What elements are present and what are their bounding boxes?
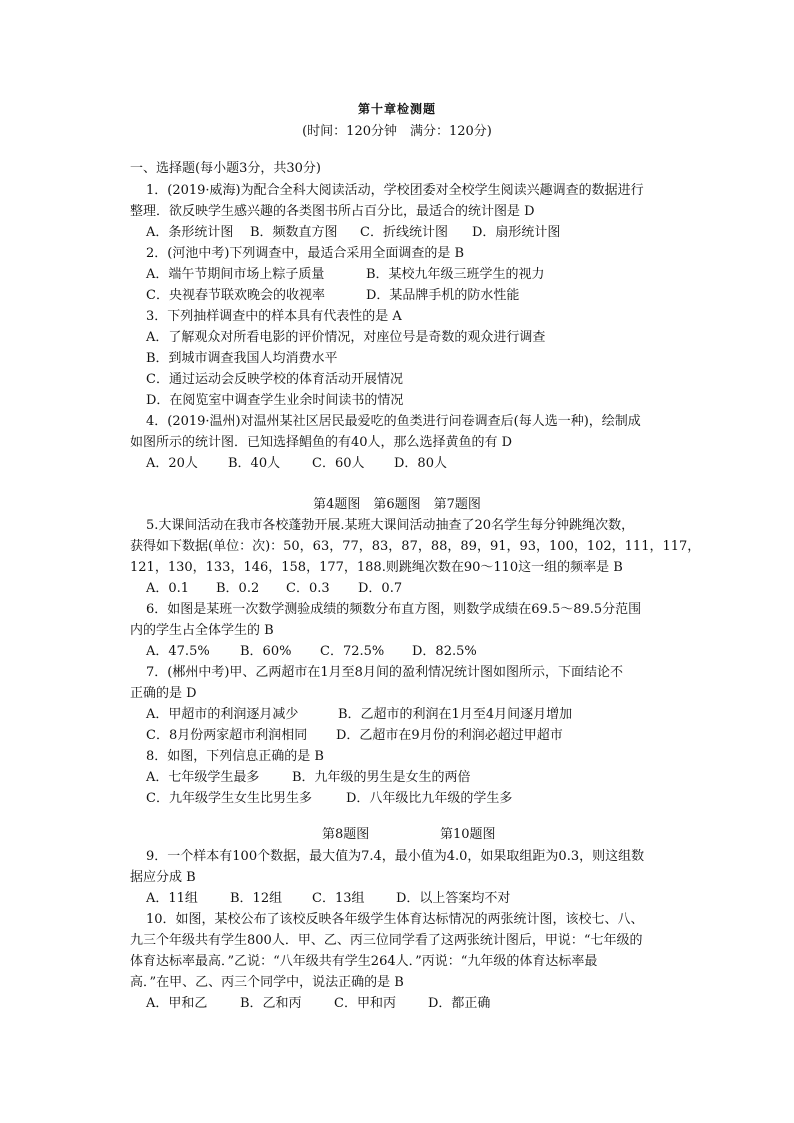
q8-options-row2 (146, 788, 512, 809)
figure-caption-4-6-7: 第4题图 第6题图 第7题图 (313, 497, 481, 512)
q8-option-a: A．七年级学生最多 (146, 770, 260, 785)
q7-option-d: D．乙超市在9月份的利润必超过甲超市 (336, 728, 563, 743)
q5-stem-line1: 5.大课间活动在我市各校蓬勃开展.某班大课间活动抽查了20名学生每分钟跳绳次数， (146, 518, 635, 533)
q10-option-a: A．甲和乙 (146, 996, 208, 1011)
q9-stem-line1: 9．一个样本有100个数据，最大值为7.4，最小值为4.0，如果取组距为0.3，则这组数 (146, 849, 645, 864)
q3-option-b: B．到城市调查我国人均消费水平 (146, 351, 338, 366)
q10-options (146, 993, 490, 1014)
q10-stem-line3: 体育达标率最高．”乙说：“八年级共有学生264人．”丙说：“九年级的体育达标率最 (130, 954, 598, 969)
q4-option-d: D．80人 (394, 456, 447, 471)
q2-option-c: C．央视春节联欢晚会的收视率 (146, 288, 325, 303)
q7-option-c: C．8月份两家超市利润相同 (146, 728, 308, 743)
q3-option-d: D．在阅览室中调查学生业余时间读书的情况 (146, 393, 404, 408)
q2-options-row1 (146, 264, 545, 285)
figure-caption-8: 第8题图 (322, 827, 370, 842)
q7-option-a: A．甲超市的利润逐月减少 (146, 707, 299, 722)
q7-stem-line2: 正确的是 D (130, 686, 197, 701)
q9-option-c: C．13组 (312, 891, 365, 906)
page-subtitle: (时间：120分钟 满分：120分) (302, 124, 492, 139)
page-title: 第十章检测题 (357, 102, 436, 116)
q7-options-row1 (146, 704, 572, 725)
figure-caption-10: 第10题图 (440, 827, 496, 842)
q6-option-d: D．82.5% (412, 644, 477, 659)
q4-option-c: C．60人 (312, 456, 365, 471)
q2-stem: 2．(河池中考)下列调查中，最适合采用全面调查的是 B (146, 246, 465, 261)
q5-options (146, 578, 402, 599)
q4-option-a: A．20人 (146, 456, 198, 471)
q8-option-d: D．八年级比九年级的学生多 (346, 791, 513, 806)
q6-stem-line1: 6．如图是某班一次数学测验成绩的频数分布直方图，则数学成绩在69.5～89.5分范围 (146, 602, 642, 617)
q7-options-row2 (146, 725, 563, 746)
q8-option-b: B．九年级的男生是女生的两倍 (292, 770, 471, 785)
q6-stem-line2: 内的学生占全体学生的 B (130, 623, 274, 638)
q5-option-b: B．0.2 (216, 581, 260, 596)
q2-option-d: D．某品牌手机的防水性能 (366, 288, 520, 303)
q9-stem-line2: 据应分成 B (130, 870, 196, 885)
q1-stem-line1: 1．(2019·威海)为配合全科大阅读活动，学校团委对全校学生阅读兴趣调查的数据进行 (146, 183, 644, 198)
q9-option-b: B．12组 (230, 891, 283, 906)
q10-option-c: C．甲和丙 (334, 996, 396, 1011)
q2-option-a: A．端午节期间市场上粽子质量 (146, 267, 325, 282)
q10-stem-line2: 九三个年级共有学生800人．甲、乙、丙三位同学看了这两张统计图后，甲说：“七年级的 (130, 933, 643, 948)
q4-options (146, 453, 447, 474)
q8-stem: 8．如图，下列信息正确的是 B (146, 749, 324, 764)
q1-stem-line2: 整理．欲反映学生感兴趣的各类图书所占百分比，最适合的统计图是 D (130, 204, 535, 219)
q5-option-a: A．0.1 (146, 581, 190, 596)
q9-option-d: D．以上答案均不对 (396, 891, 511, 906)
q1-option-d: D．扇形统计图 (472, 225, 561, 240)
q5-option-d: D．0.7 (358, 581, 403, 596)
q1-option-a: A．条形统计图 (146, 225, 234, 240)
q3-option-c: C．通过运动会反映学校的体育活动开展情况 (146, 372, 403, 387)
q4-stem-line2: 如图所示的统计图．已知选择鲳鱼的有40人，那么选择黄鱼的有 D (130, 435, 513, 450)
q3-stem: 3．下列抽样调查中的样本具有代表性的是 A (146, 309, 402, 324)
q1-option-b: B．频数直方图 (250, 225, 338, 240)
q5-stem-line2: 获得如下数据(单位：次)：50，63，77，83，87，88，89，91，93，100，102，111，117， (130, 539, 701, 554)
q7-stem-line1: 7．(郴州中考)甲、乙两超市在1月至8月间的盈利情况统计图如图所示，下面结论不 (146, 665, 623, 680)
q10-option-b: B．乙和丙 (240, 996, 302, 1011)
q8-options-row1 (146, 767, 471, 788)
q1-options (146, 222, 560, 243)
q2-option-b: B．某校九年级三班学生的视力 (366, 267, 545, 282)
q1-option-c: C．折线统计图 (360, 225, 448, 240)
q8-option-c: C．九年级学生女生比男生多 (146, 791, 312, 806)
q10-option-d: D．都正确 (428, 996, 491, 1011)
q6-option-b: B．60% (240, 644, 292, 659)
q10-stem-line1: 10．如图，某校公布了该校反映各年级学生体育达标情况的两张统计图，该校七、八、 (146, 912, 644, 927)
q4-stem-line1: 4．(2019·温州)对温州某社区居民最爱吃的鱼类进行问卷调查后(每人选一种)，绘制成 (146, 414, 641, 429)
q6-options (146, 641, 477, 662)
q9-option-a: A．11组 (146, 891, 198, 906)
q2-options-row2 (146, 285, 519, 306)
q3-option-a: A．了解观众对所看电影的评价情况，对座位号是奇数的观众进行调查 (146, 330, 546, 345)
q5-stem-line3: 121，130，133，146，158，177，188.则跳绳次数在90～110这一组的频率是 B (130, 560, 623, 575)
q6-option-a: A．47.5% (146, 644, 210, 659)
q6-option-c: C．72.5% (320, 644, 385, 659)
q5-option-c: C．0.3 (286, 581, 330, 596)
q10-stem-line4: 高．”在甲、乙、丙三个同学中，说法正确的是 B (130, 975, 404, 990)
section-heading: 一、选择题(每小题3分，共30分) (130, 161, 321, 176)
q9-options (146, 888, 510, 909)
q4-option-b: B．40人 (228, 456, 281, 471)
q7-option-b: B．乙超市的利润在1月至4月间逐月增加 (338, 707, 573, 722)
